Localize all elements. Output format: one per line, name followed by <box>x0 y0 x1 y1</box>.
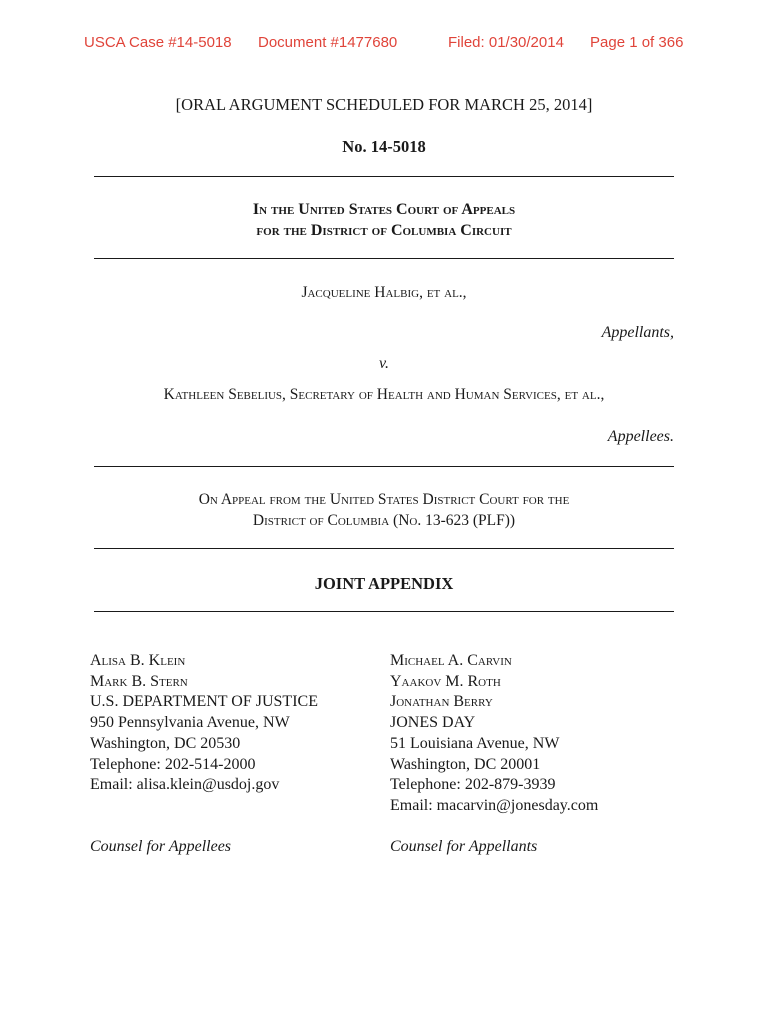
counsel-email: Email: alisa.klein@usdoj.gov <box>90 776 280 794</box>
counsel-line: Yaakov M. Roth <box>390 672 501 690</box>
counsel-line: Telephone: 202-879-3939 <box>390 776 556 794</box>
counsel-email: Email: macarvin@jonesday.com <box>390 796 599 814</box>
court-name-line-2: for the District of Columbia Circuit <box>256 222 512 239</box>
counsel-line: 51 Louisiana Avenue, NW <box>390 734 560 752</box>
versus: v. <box>379 355 389 372</box>
counsel-line: Jonathan Berry <box>390 693 493 711</box>
counsel-line: Mark B. Stern <box>90 672 188 690</box>
header-case-number: USCA Case #14-5018 <box>84 34 232 51</box>
counsel-line: 950 Pennsylvania Avenue, NW <box>90 714 290 732</box>
divider <box>94 611 674 612</box>
appellant-role: Appellants, <box>601 324 674 341</box>
counsel-line: Washington, DC 20001 <box>390 755 541 773</box>
appellant-name: Jacqueline Halbig, et al., <box>301 284 467 301</box>
court-name-line-1: In the United States Court of Appeals <box>252 201 516 218</box>
counsel-line: JONES DAY <box>390 714 476 732</box>
header-document-number: Document #1477680 <box>258 34 398 51</box>
header-page-count: Page 1 of 366 <box>590 34 684 51</box>
counsel-line: U.S. DEPARTMENT OF JUSTICE <box>90 693 318 711</box>
divider <box>94 176 674 177</box>
appellant-counsel-block <box>390 651 598 817</box>
header-filed-date: Filed: 01/30/2014 <box>448 34 564 51</box>
appellee-counsel-role: Counsel for Appellees <box>90 838 232 855</box>
appellee-counsel-block <box>90 651 318 796</box>
divider <box>94 548 674 549</box>
counsel-line: Washington, DC 20530 <box>90 734 241 752</box>
appellee-role: Appellees. <box>607 428 674 445</box>
oral-argument-notice: [ORAL ARGUMENT SCHEDULED FOR MARCH 25, 2014] <box>175 95 593 114</box>
filing-header <box>0 34 768 54</box>
document-title: JOINT APPENDIX <box>314 574 454 593</box>
court-name <box>0 199 768 241</box>
counsel-line: Telephone: 202-514-2000 <box>90 755 256 773</box>
appellee-name: Kathleen Sebelius, Secretary of Health and Human Services, et al., <box>163 386 605 403</box>
case-number: No. 14-5018 <box>342 137 426 156</box>
appeal-source-line-2: District of Columbia (No. 13-623 (PLF)) <box>252 512 516 529</box>
counsel-line: Alisa B. Klein <box>90 652 186 669</box>
divider <box>94 258 674 259</box>
appeal-source <box>0 489 768 531</box>
divider <box>94 466 674 467</box>
appellant-counsel-role: Counsel for Appellants <box>390 838 538 855</box>
appeal-source-line-1: On Appeal from the United States District Court for the <box>198 491 570 508</box>
counsel-line: Michael A. Carvin <box>390 652 512 669</box>
